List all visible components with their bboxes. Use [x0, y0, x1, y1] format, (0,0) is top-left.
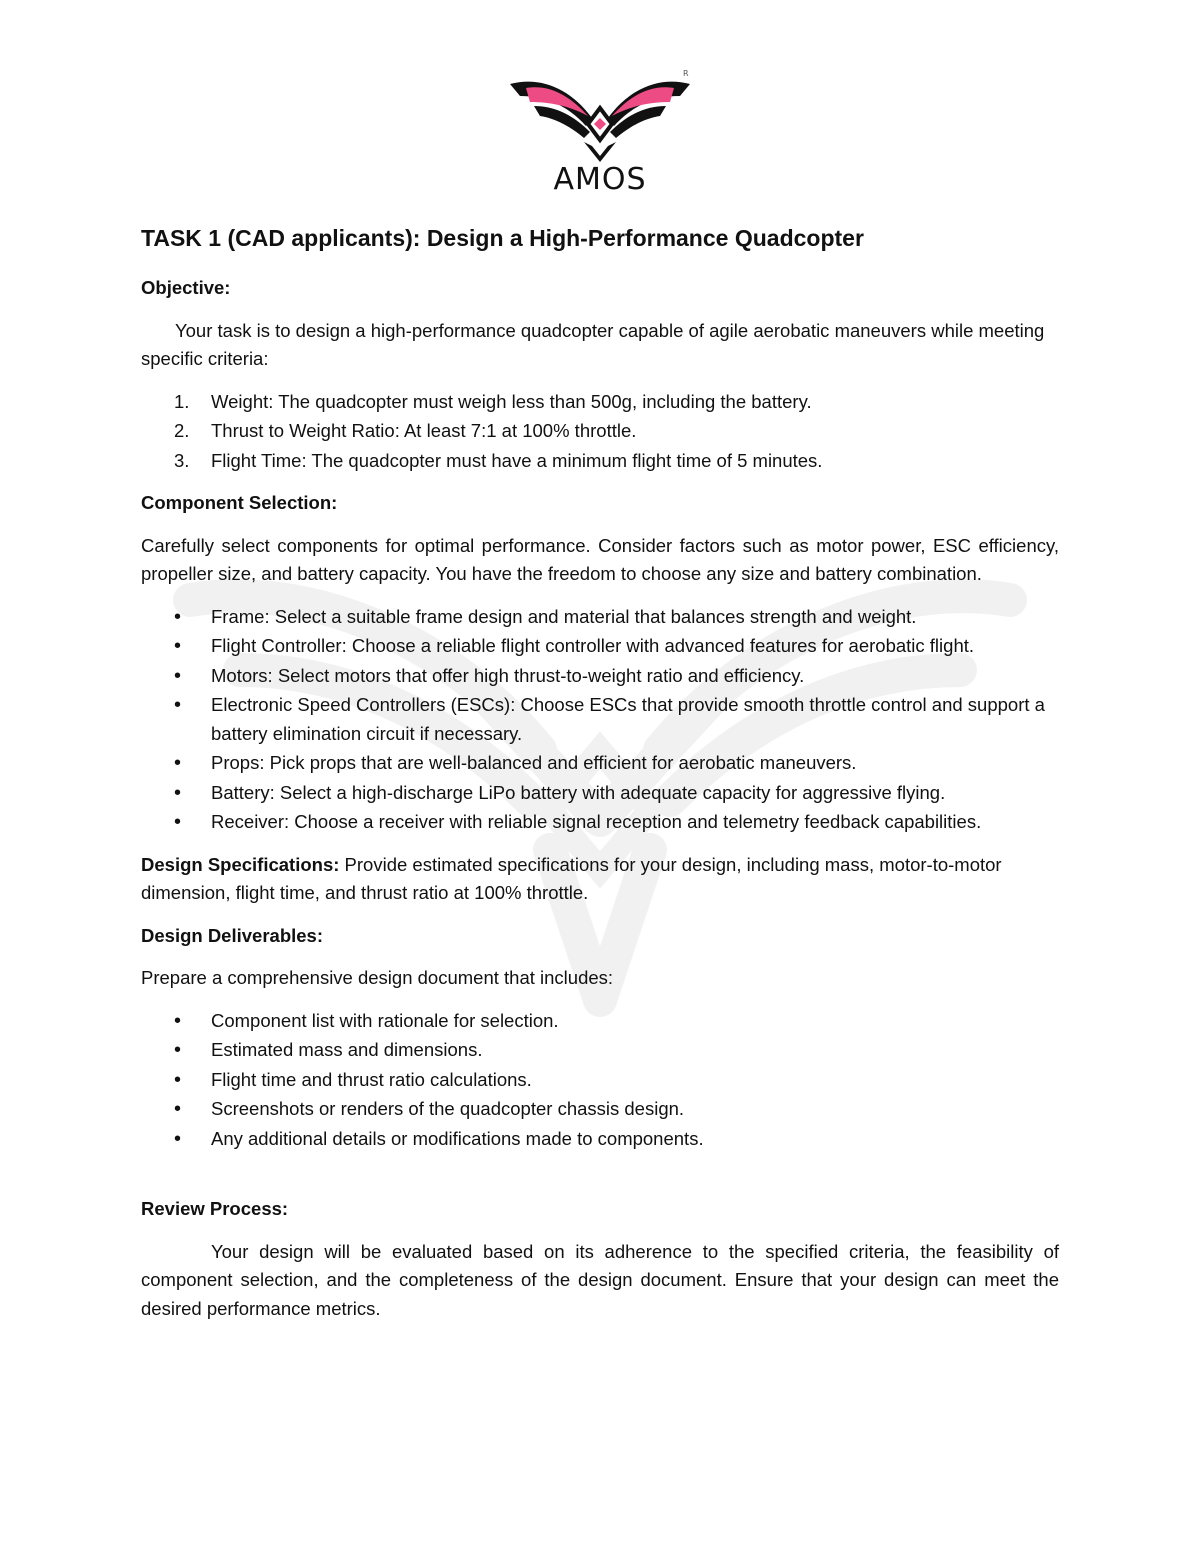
- list-item: • Receiver: Choose a receiver with reliable signal reception and telemetry feedback capabilities.: [211, 808, 1059, 837]
- component-selection-intro: Carefully select components for optimal performance. Consider factors such as motor power, ESC efficiency, propeller size, and battery capacity. You have the freedom to choose any size and battery combination.: [141, 534, 1059, 584]
- document-body: [141, 222, 1059, 1337]
- list-item: • Flight time and thrust ratio calculations.: [211, 1066, 1059, 1095]
- design-specifications: [141, 851, 1059, 908]
- list-item: 2. Thrust to Weight Ratio: At least 7:1 at 100% throttle.: [174, 420, 637, 441]
- list-item: • Flight Controller: Choose a reliable flight controller with advanced features for aerobatic flight.: [211, 632, 1059, 661]
- brand-name: AMOS: [553, 162, 647, 197]
- document-title: TASK 1 (CAD applicants): Design a High-Performance Quadcopter: [141, 225, 864, 251]
- component-selection-heading: Component Selection:: [141, 492, 338, 513]
- list-item: 3. Flight Time: The quadcopter must have a minimum flight time of 5 minutes.: [174, 449, 823, 471]
- list-item: • Estimated mass and dimensions.: [211, 1036, 1059, 1065]
- deliverables-list: [141, 1007, 1059, 1154]
- list-item: • Frame: Select a suitable frame design and material that balances strength and weight.: [211, 603, 1059, 632]
- list-item: 1. Weight: The quadcopter must weigh less than 500g, including the battery.: [174, 390, 812, 412]
- spacer: [141, 1167, 1059, 1195]
- review-process-heading: Review Process:: [141, 1198, 289, 1219]
- eagle-logo-icon: [500, 66, 700, 166]
- objective-heading: Objective:: [141, 277, 231, 298]
- design-specifications-text: Provide estimated specifications for your design, including mass, motor-to-motor dimension, flight time, and thrust ratio at 100% throttle.: [141, 853, 1002, 903]
- objective-intro: Your task is to design a high-performance quadcopter capable of agile aerobatic maneuvers while meeting specific criteria:: [141, 319, 1045, 369]
- registered-mark: R: [683, 69, 689, 78]
- design-deliverables-heading: Design Deliverables:: [141, 924, 323, 946]
- criteria-list: [141, 388, 1059, 476]
- design-deliverables-intro: Prepare a comprehensive design document that includes:: [141, 967, 614, 988]
- list-item: • Any additional details or modifications made to components.: [211, 1125, 1059, 1154]
- list-item: • Screenshots or renders of the quadcopter chassis design.: [211, 1095, 1059, 1124]
- component-list: [141, 603, 1059, 837]
- review-process-text: Your design will be evaluated based on its adherence to the specified criteria, the feasibility of component selection, and the completeness of the design document. Ensure that your design can meet the desired performance metrics.: [141, 1240, 1059, 1319]
- amos-logo: [500, 66, 700, 198]
- list-item: • Motors: Select motors that offer high thrust-to-weight ratio and efficiency.: [211, 662, 1059, 691]
- list-item: • Component list with rationale for selection.: [211, 1007, 1059, 1036]
- design-specifications-heading: Design Specifications:: [141, 853, 340, 875]
- list-item: • Battery: Select a high-discharge LiPo battery with adequate capacity for aggressive flying.: [211, 779, 1059, 808]
- list-item: • Props: Pick props that are well-balanced and efficient for aerobatic maneuvers.: [211, 749, 1059, 778]
- list-item: • Electronic Speed Controllers (ESCs): Choose ESCs that provide smooth throttle control and support a battery elimination circuit if necessary.: [211, 691, 1059, 748]
